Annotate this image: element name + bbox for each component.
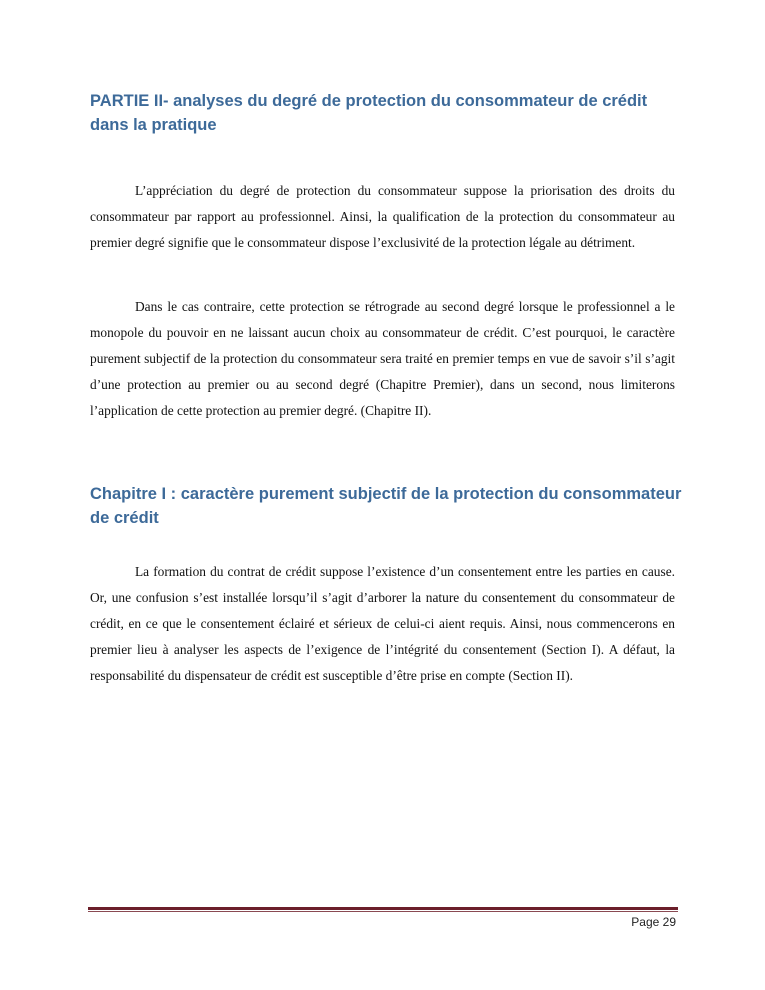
footer-rule xyxy=(88,907,678,910)
page-number: Page 29 xyxy=(631,915,676,929)
chapter-heading: Chapitre I : caractère purement subjectif de la protection du consommateur de crédit xyxy=(90,485,682,527)
paragraph-chapter-1: La formation du contrat de crédit suppose l’existence d’un consentement entre les parties en cause. Or, une confusion s’est installée lorsqu’il s’agit d’arborer la nature du consentement du consommateur de crédit, en ce que le consentement éclairé et sérieux de celui-ci aient requis. Ainsi, nous commencerons en premier lieu à analyser les aspects de l’exigence de l’intégrité du consentement (Section I). A défaut, la responsabilité du dispensateur de crédit est susceptible d’être prise en compte (Section II). xyxy=(90,564,675,683)
paragraph-part-1: L’appréciation du degré de protection du consommateur suppose la priorisation des droits du consommateur par rapport au professionnel. Ainsi, la qualification de la protection du consommateur au premier degré signifie que le consommateur dispose l’exclusivité de la protection légale au détriment. xyxy=(90,183,675,250)
footer-rule-thin xyxy=(88,911,678,912)
paragraph-part-2: Dans le cas contraire, cette protection se rétrograde au second degré lorsque le professionnel a le monopole du pouvoir en ne laissant aucun choix au consommateur de crédit. C’est pourquoi, le caractère purement subjectif de la protection du consommateur sera traité en premier temps en vue de savoir s’il s’agit d’une protection au premier ou au second degré (Chapitre Premier), dans un second, nous limiterons l’application de cette protection au premier degré. (Chapitre II). xyxy=(90,299,675,418)
part-heading: PARTIE II- analyses du degré de protection du consommateur de crédit dans la pratique xyxy=(90,92,648,134)
